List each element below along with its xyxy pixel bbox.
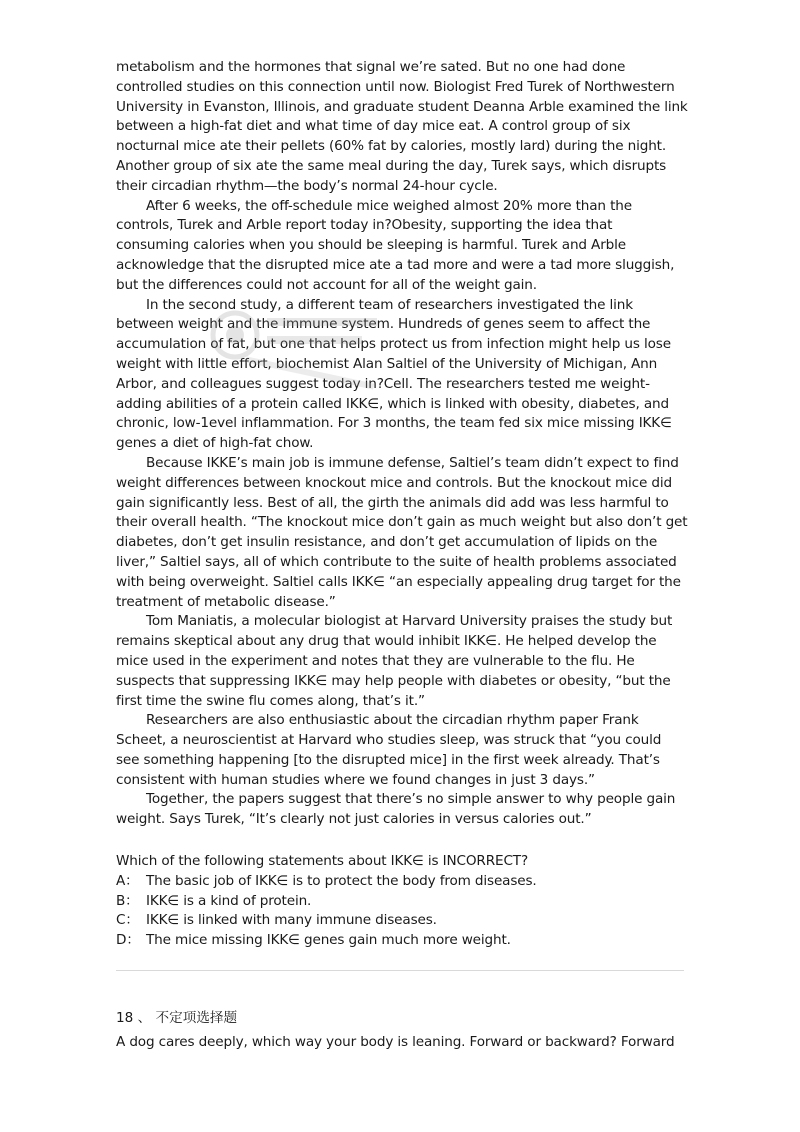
option-d-letter: D： bbox=[116, 932, 140, 949]
option-b[interactable] bbox=[116, 892, 688, 912]
option-c-letter: C： bbox=[116, 912, 139, 929]
option-a-letter: A： bbox=[116, 872, 139, 889]
option-d-text: The mice missing IKK∈ genes gain much more weight. bbox=[146, 932, 511, 949]
option-c[interactable] bbox=[116, 911, 688, 931]
option-b-letter: B： bbox=[116, 892, 139, 909]
passage-paragraph-1: metabolism and the hormones that signal we’re sated. But no one had done controlled studies on this connection until now. Biologist Fred Turek of Northwestern University in Evanston, Illinois, and graduate student Deanna Arble examined the link between a high-fat diet and what time of day mice eat. A control group of six nocturnal mice ate their pellets (60% fat by calories, mostly lard) during the night. Another group of six ate the same meal during the day, Turek says, which disrupts their circadian rhythm—the body’s normal 24-hour cycle. bbox=[116, 59, 688, 194]
option-a-text: The basic job of IKK∈ is to protect the body from diseases. bbox=[146, 872, 537, 889]
passage-paragraph-5: Tom Maniatis, a molecular biologist at Harvard University praises the study but remains skeptical about any drug that would inhibit IKK∈. He helped develop the mice used in the experiment and notes that they are vulnerable to the flu. He suspects that suppressing IKK∈ may help people with diabetes or obesity, “but the first time the swine flu comes along, that’s it.” bbox=[116, 613, 673, 709]
next-passage-first-line: A dog cares deeply, which way your body is leaning. Forward or backward? Forward bbox=[116, 1034, 675, 1050]
option-d[interactable] bbox=[116, 931, 688, 951]
passage-paragraph-3: In the second study, a different team of researchers investigated the link between weight and the immune system. Hundreds of genes seem to affect the accumulation of fat, but one that helps protect us from infection might help us lose weight with little effort, biochemist Alan Saltiel of the University of Michigan, Ann Arbor, and colleagues suggest today in?Cell. The researchers tested me weight-adding abilities of a protein called IKK∈, which is linked with obesity, diabetes, and chronic, low-1evel inflammation. For 3 months, the team fed six mice missing IKK∈ genes a diet of high-fat chow. bbox=[116, 296, 672, 452]
question-stem: Which of the following statements about IKK∈ is INCORRECT? bbox=[116, 853, 529, 869]
option-b-text: IKK∈ is a kind of protein. bbox=[146, 892, 312, 909]
section-divider bbox=[116, 970, 684, 971]
passage-paragraph-2: After 6 weeks, the off-schedule mice weighed almost 20% more than the controls, Turek and Arble report today in?Obesity, supporting the idea that consuming calories when you should be sleeping is harmful. Turek and Arble acknowledge that the disrupted mice ate a tad more and were a tad more sluggish, but the differences could not account for all of the weight gain. bbox=[116, 197, 675, 293]
question-block bbox=[116, 852, 688, 951]
passage-paragraph-6: Researchers are also enthusiastic about the circadian rhythm paper Frank Scheet, a neuroscientist at Harvard who studies sleep, was struck that “you could see something happening [to the disrupted mice] in the first week already. That’s consistent with human studies where we found changes in just 3 days.” bbox=[116, 712, 662, 788]
passage-paragraph-7: Together, the papers suggest that there’s no simple answer to why people gain weight. Says Turek, “It’s clearly not just calories in versus calories out.” bbox=[116, 791, 676, 828]
section-type: 不定项选择题 bbox=[155, 1010, 238, 1026]
option-c-text: IKK∈ is linked with many immune diseases. bbox=[146, 912, 437, 929]
reading-passage bbox=[116, 58, 688, 830]
passage-paragraph-4: Because IKKE’s main job is immune defense, Saltiel’s team didn’t expect to find weight differences between knockout mice and controls. But the knockout mice did gain significantly less. Best of all, the girth the animals did add was less harmful to their overall health. “The knockout mice don’t gain as much weight but also don’t get diabetes, don’t get insulin resistance, and don’t get accumulation of lipids on the liver,” Saltiel says, all of which contribute to the suite of health problems associated with being overweight. Saltiel calls IKK∈ “an especially appealing drug target for the treatment of metabolic disease.” bbox=[116, 454, 688, 610]
option-a[interactable] bbox=[116, 872, 688, 892]
section-heading bbox=[116, 1008, 237, 1028]
section-number: 18 、 bbox=[116, 1010, 152, 1026]
